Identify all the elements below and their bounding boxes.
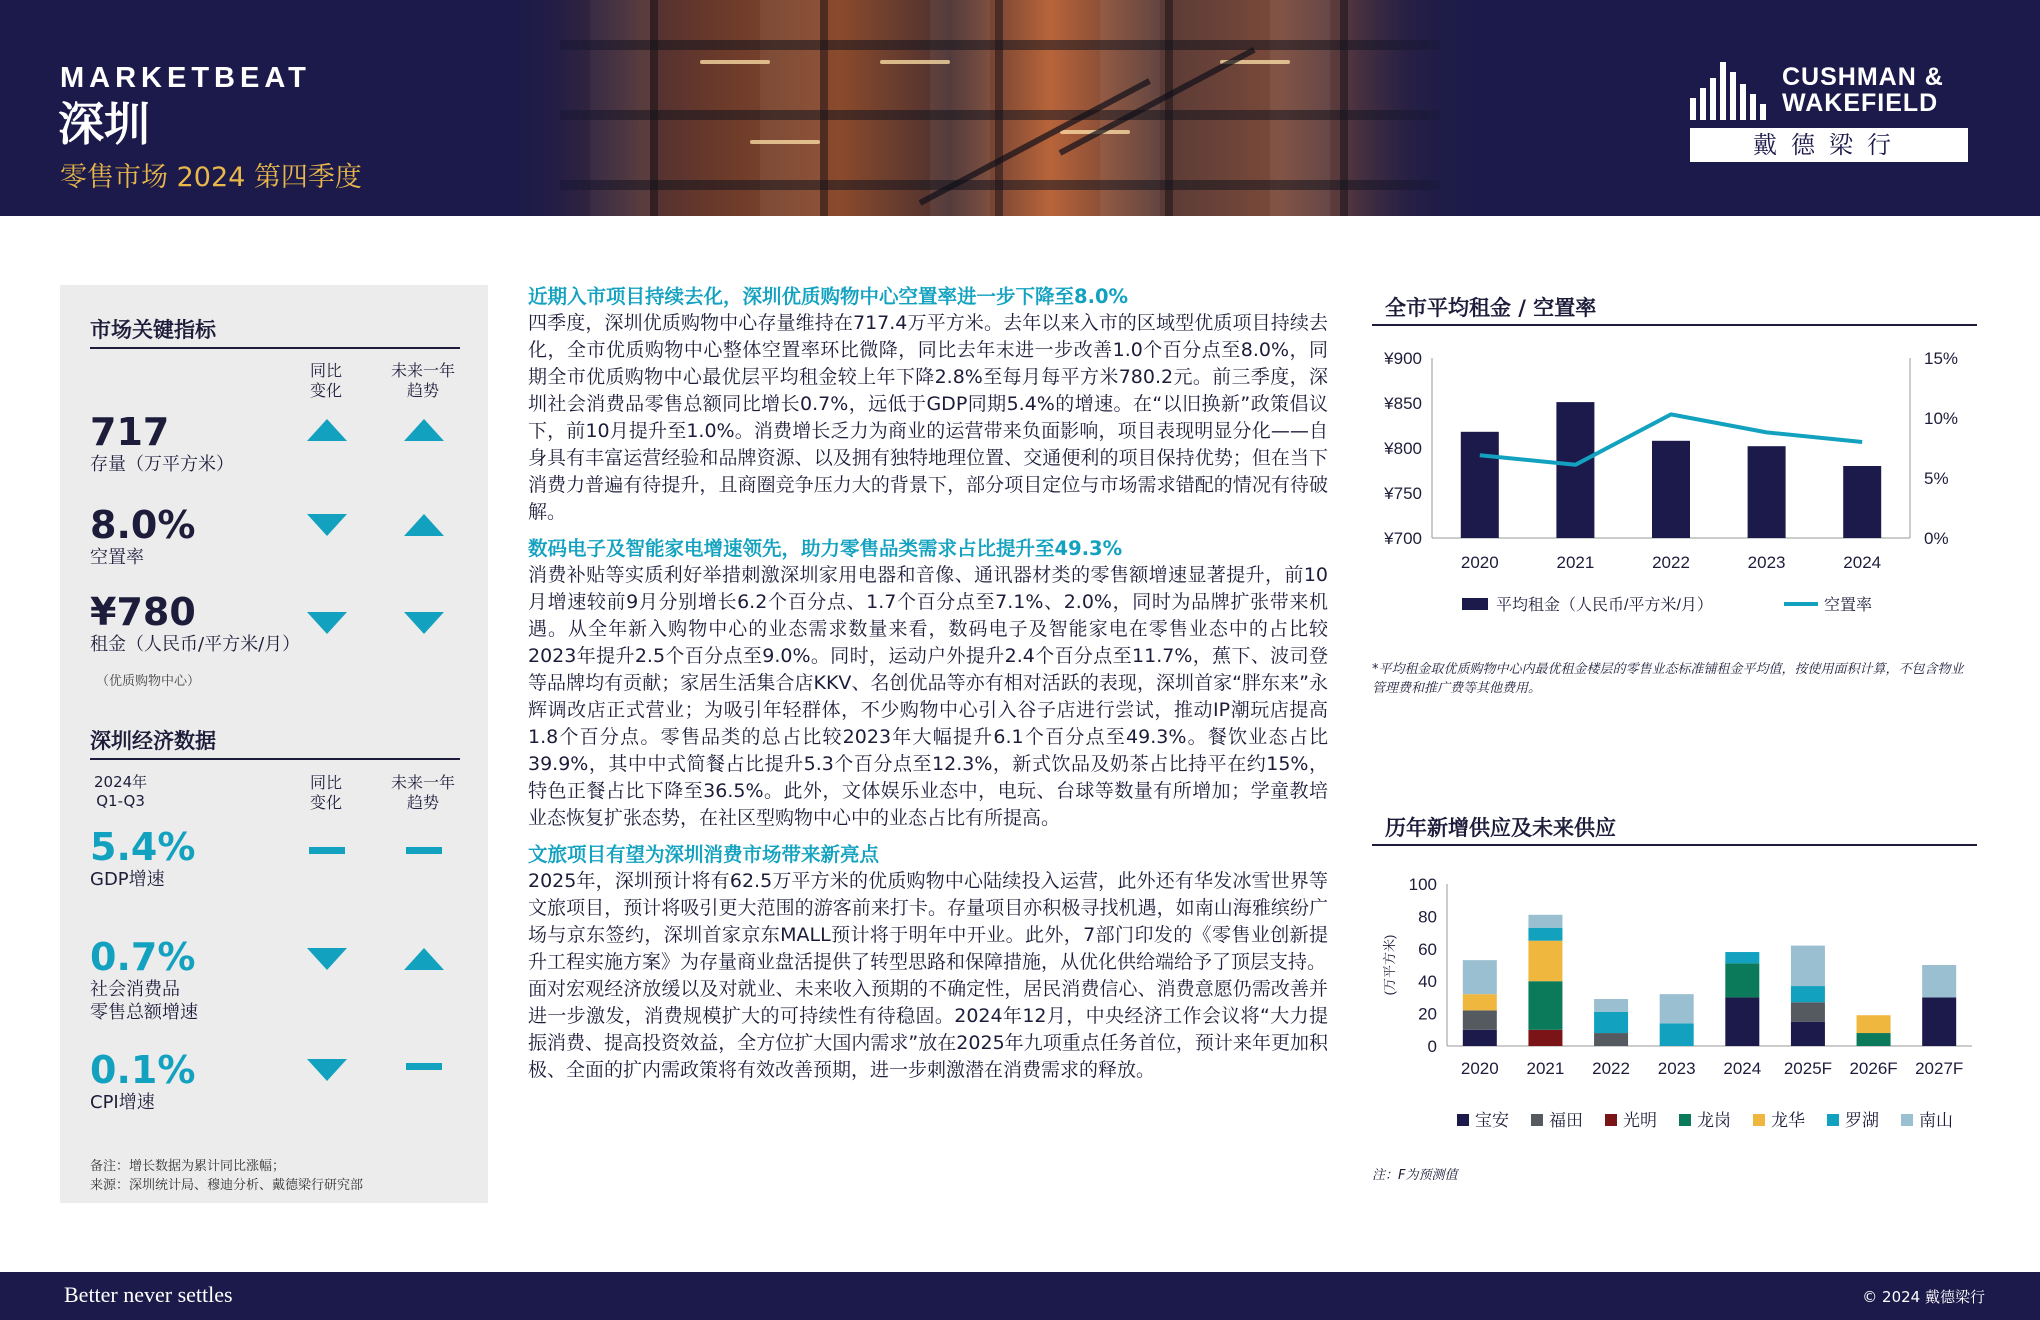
- section-heading-vacancy: 近期入市项目持续去化，深圳优质购物中心空置率进一步下降至8.0%: [528, 285, 1129, 308]
- stock-value: 717: [90, 410, 170, 454]
- vacancy-yoy-down-icon: [307, 514, 347, 536]
- legend-district-label: 罗湖: [1845, 1111, 1879, 1130]
- footer-tagline: Better never settles: [64, 1282, 233, 1307]
- footer-copyright: © 2024 戴德梁行: [1862, 1288, 1985, 1306]
- report-subtitle: 零售市场 2024 第四季度: [60, 162, 362, 193]
- cpi-label: CPI增速: [90, 1092, 155, 1113]
- company-logo: [1690, 58, 1970, 164]
- supply-chart-title: 历年新增供应及未来供应: [1385, 816, 1616, 840]
- supply-bar-segment: [1791, 986, 1825, 1002]
- logo-chinese-name: 戴德梁行: [1690, 128, 1968, 162]
- logo-bars-icon: [1690, 62, 1768, 120]
- logo-line1: CUSHMAN &: [1782, 63, 1944, 91]
- col-outlook-header: 未来一年 趋势: [390, 361, 455, 400]
- chart2-xtick: 2027F: [1915, 1059, 1964, 1078]
- indicators-rule: [90, 347, 460, 349]
- rent-outlook-down-icon: [404, 612, 444, 634]
- paragraph-tourism: 2025年，深圳预计将有62.5万平方米的优质购物中心陆续投入运营，此外还有华发冰雪世界等文旅项目，预计将吸引更大范围的游客前来打卡。存量项目亦积极寻找机遇，如南山海雅缤纷广场与京东签约，深圳首家京东MALL预计将于明年中开业。此外，7部门印发的《零售业创新提升工程实施方案》为存量商业盘活提供了转型思路和保障措施，从优化供给端给予了顶层支持。: [528, 870, 1328, 973]
- chart1-ytick-right: 15%: [1924, 349, 1959, 368]
- stock-yoy-up-icon: [307, 419, 347, 441]
- chart2-ytick: 40: [1418, 972, 1437, 992]
- stock-outlook-up-icon: [404, 419, 444, 441]
- paragraph-outlook: 面对宏观经济放缓以及对就业、未来收入预期的不确定性，居民消费信心、消费意愿仍需改善并进一步激发，消费规模扩大的可持续性有待稳固。2024年12月，中央经济工作会议将“大力提振消费、提高投资效益，全方位扩大国内需求”放在2025年九项重点任务首位，预计来年更加积极、全面的扩内需政策将有效改善预期，进一步刺激潜在消费需求的释放。: [528, 978, 1328, 1081]
- vacancy-label: 空置率: [90, 547, 144, 568]
- note-line-1: 备注：增长数据为累计同比涨幅；: [90, 1159, 286, 1174]
- chart2-xtick: 2020: [1460, 1059, 1499, 1078]
- sidebar-note: [90, 1157, 363, 1195]
- rent-vacancy-chart: [1372, 336, 1977, 626]
- legend-district-swatch: [1457, 1114, 1469, 1126]
- chart2-ytick: 0: [1427, 1037, 1437, 1056]
- supply-bar-segment: [1594, 1012, 1628, 1033]
- chart2-xtick: 2022: [1592, 1059, 1630, 1078]
- supply-chart-footnote: 注：F为预测值: [1372, 1168, 1458, 1183]
- retail-sales-value: 0.7%: [90, 935, 196, 979]
- chart2-ytick: 60: [1418, 939, 1437, 959]
- chart1-xtick: 2024: [1843, 553, 1882, 572]
- chart1-xtick: 2021: [1556, 553, 1595, 572]
- rent-value: ¥780: [90, 590, 196, 634]
- logo-wordmark: [1782, 64, 1944, 116]
- legend-district-swatch: [1679, 1114, 1691, 1126]
- note-line-2: 来源：深圳统计局、穆迪分析、戴德梁行研究部: [90, 1178, 364, 1193]
- chart1-xtick: 2020: [1460, 553, 1499, 572]
- header-banner: [0, 0, 2040, 216]
- supply-bar-segment: [1791, 946, 1825, 987]
- retail-sales-label: 社会消费品 零售总额增速: [90, 979, 198, 1023]
- legend-district-label: 福田: [1549, 1111, 1583, 1130]
- supply-bar-segment: [1857, 1033, 1891, 1046]
- supply-bar-segment: [1660, 994, 1694, 1023]
- rent-sublabel: （优质购物中心）: [96, 674, 201, 689]
- supply-bar-segment: [1660, 1023, 1694, 1046]
- legend-district-label: 龙华: [1771, 1111, 1805, 1130]
- chart1-ytick-left: ¥900: [1384, 349, 1422, 368]
- economy-title: 深圳经济数据: [90, 729, 216, 753]
- chart1-ytick-left: ¥750: [1384, 484, 1422, 503]
- legend-district-swatch: [1901, 1114, 1913, 1126]
- retail-sales-yoy-down-icon: [307, 948, 347, 970]
- supply-bar-segment: [1528, 915, 1562, 928]
- chart2-xtick: 2023: [1657, 1059, 1696, 1078]
- legend-district-swatch: [1605, 1114, 1617, 1126]
- legend-rent-label: 平均租金（人民币/平方米/月）: [1496, 597, 1713, 614]
- chart1-ytick-right: 5%: [1924, 469, 1949, 488]
- article-body: [528, 283, 1328, 1084]
- supply-bar-segment: [1725, 997, 1759, 1046]
- retail-sales-outlook-up-icon: [404, 948, 444, 970]
- legend-district-swatch: [1753, 1114, 1765, 1126]
- supply-bar-segment: [1463, 960, 1497, 994]
- gdp-yoy-flat-icon: [309, 847, 345, 854]
- legend-district-swatch: [1827, 1114, 1839, 1126]
- supply-bar-segment: [1463, 994, 1497, 1010]
- legend-district-swatch: [1531, 1114, 1543, 1126]
- vacancy-outlook-up-icon: [404, 514, 444, 536]
- chart1-ytick-left: ¥700: [1384, 529, 1422, 548]
- chart2-ytick: 80: [1418, 907, 1437, 927]
- logo-line2: WAKEFIELD: [1782, 89, 1939, 117]
- section-heading-electronics: 数码电子及智能家电增速领先，助力零售品类需求占比提升至49.3%: [528, 537, 1123, 560]
- section-heading-tourism: 文旅项目有望为深圳消费市场带来新亮点: [528, 843, 880, 866]
- supply-bar-segment: [1594, 1033, 1628, 1046]
- chart1-ytick-left: ¥800: [1384, 439, 1422, 458]
- vacancy-value: 8.0%: [90, 503, 196, 547]
- legend-district-label: 光明: [1623, 1111, 1657, 1130]
- gdp-label: GDP增速: [90, 869, 165, 890]
- economy-col-outlook-header: 未来一年 趋势: [390, 773, 455, 812]
- chart1-rule: [1372, 324, 1977, 326]
- footer-bar: [0, 1272, 2040, 1320]
- legend-district-label: 宝安: [1475, 1111, 1509, 1130]
- supply-bar-segment: [1922, 997, 1956, 1046]
- chart1-ytick-right: 10%: [1924, 409, 1959, 428]
- chart2-xtick: 2025F: [1783, 1059, 1833, 1078]
- supply-bar-segment: [1528, 928, 1562, 941]
- gdp-value: 5.4%: [90, 825, 196, 869]
- chart2-xtick: 2021: [1526, 1059, 1565, 1078]
- economy-period: 2024年 Q1-Q3: [94, 773, 148, 810]
- stock-label: 存量（万平方米）: [90, 454, 234, 475]
- supply-bar-segment: [1725, 952, 1759, 963]
- chart2-rule: [1372, 844, 1977, 846]
- legend-rent-swatch: [1462, 598, 1488, 610]
- rent-bar: [1748, 446, 1786, 538]
- rent-vacancy-chart-title: 全市平均租金 / 空置率: [1385, 296, 1597, 320]
- marketbeat-label: MARKETBEAT: [60, 62, 311, 94]
- supply-bar-segment: [1791, 1002, 1825, 1021]
- rent-bar: [1461, 432, 1499, 538]
- gdp-outlook-flat-icon: [406, 847, 442, 854]
- chart2-xtick: 2024: [1723, 1059, 1762, 1078]
- legend-vacancy-label: 空置率: [1824, 597, 1873, 614]
- indicators-title: 市场关键指标: [90, 318, 216, 342]
- supply-bar-segment: [1463, 1030, 1497, 1046]
- supply-chart: [1372, 856, 1977, 1146]
- key-indicators-panel: [60, 285, 488, 1203]
- city-title: 深圳: [58, 97, 150, 151]
- chart1-ytick-left: ¥850: [1384, 394, 1422, 413]
- chart1-xtick: 2022: [1652, 553, 1690, 572]
- rent-label: 租金（人民币/平方米/月）: [90, 634, 301, 655]
- supply-bar-segment: [1857, 1015, 1891, 1033]
- cpi-yoy-down-icon: [307, 1059, 347, 1081]
- supply-bar-segment: [1791, 1022, 1825, 1046]
- rent-bar: [1556, 402, 1594, 538]
- rent-chart-footnote: *平均租金取优质购物中心内最优租金楼层的零售业态标准铺租金平均值，按使用面积计算，不包含物业管理费和推广费等其他费用。: [1372, 662, 1964, 696]
- supply-bar-segment: [1528, 981, 1562, 1030]
- legend-district-label: 南山: [1919, 1111, 1953, 1130]
- supply-bar-segment: [1725, 963, 1759, 997]
- legend-district-label: 龙岗: [1697, 1111, 1731, 1130]
- supply-bar-segment: [1528, 1030, 1562, 1046]
- chart2-ylabel: (万平方米): [1382, 934, 1397, 996]
- rent-yoy-down-icon: [307, 612, 347, 634]
- paragraph-electronics: 消费补贴等实质利好举措刺激深圳家用电器和音像、通讯器材类的零售额增速显著提升，前10月增速较前9月分别增长6.2个百分点、1.7个百分点至7.1%、2.0%，同时为品牌扩张带来机遇。从全年新入购物中心的业态需求数量来看，数码电子及智能家电在零售业态中的占比较2023年提升2.5个百分点至9.0%。同时，运动户外提升2.4个百分点至11.7%，蕉下、波司登等品牌均有贡献；家居生活集合店KKV、名创优品等亦有相对活跃的表现，深圳首家“胖东来”永辉调改店正式营业；为吸引年轻群体，不少购物中心引入谷子店进行尝试，推动IP潮玩店提高1.8个百分点。零售品类的总占比较2023年大幅提升6.1个百分点至49.3%。餐饮业态占比39.9%，其中中式简餐占比提升5.3个百分点至12.3%，新式饮品及奶茶占比持平在约15%，特色正餐占比下降至36.5%。此外，文体娱乐业态中，电玩、台球等数量有所增加；学童教培业态恢复扩张态势，在社区型购物中心中的业态占比有所提高。: [528, 564, 1328, 829]
- chart1-xtick: 2023: [1747, 553, 1786, 572]
- economy-col-yoy-header: 同比 变化: [309, 773, 342, 812]
- chart2-xtick: 2026F: [1849, 1059, 1898, 1078]
- rent-bar: [1652, 441, 1690, 538]
- paragraph-vacancy: 四季度，深圳优质购物中心存量维持在717.4万平方米。去年以来入市的区域型优质项目持续去化，全市优质购物中心整体空置率环比微降，同比去年末进一步改善1.0个百分点至8.0%，同期全市优质购物中心最优层平均租金较上年下降2.8%至每月每平方米780.2元。前三季度，深圳社会消费品零售总额同比增长0.7%，远低于GDP同期5.4%的增速。在“以旧换新”政策倡议下，前10月提升至1.0%。消费增长乏力为商业的运营带来负面影响，项目表现明显分化——自身具有丰富运营经验和品牌资源、以及拥有独特地理位置、交通便利的项目保持优势；但在当下消费力普遍有待提升，且商圈竞争压力大的背景下，部分项目定位与市场需求错配的情况有待破解。: [528, 312, 1328, 523]
- header-photo: [500, 0, 1500, 216]
- col-yoy-header: 同比 变化: [309, 361, 342, 400]
- supply-bar-segment: [1922, 965, 1956, 997]
- cpi-outlook-flat-icon: [406, 1063, 442, 1070]
- rent-bar: [1843, 466, 1881, 538]
- chart2-ytick: 100: [1408, 875, 1437, 894]
- supply-bar-segment: [1463, 1010, 1497, 1029]
- economy-rule: [90, 758, 460, 760]
- cpi-value: 0.1%: [90, 1048, 196, 1092]
- chart1-ytick-right: 0%: [1924, 529, 1949, 548]
- supply-bar-segment: [1594, 999, 1628, 1012]
- supply-bar-segment: [1528, 941, 1562, 982]
- chart2-ytick: 20: [1418, 1004, 1437, 1024]
